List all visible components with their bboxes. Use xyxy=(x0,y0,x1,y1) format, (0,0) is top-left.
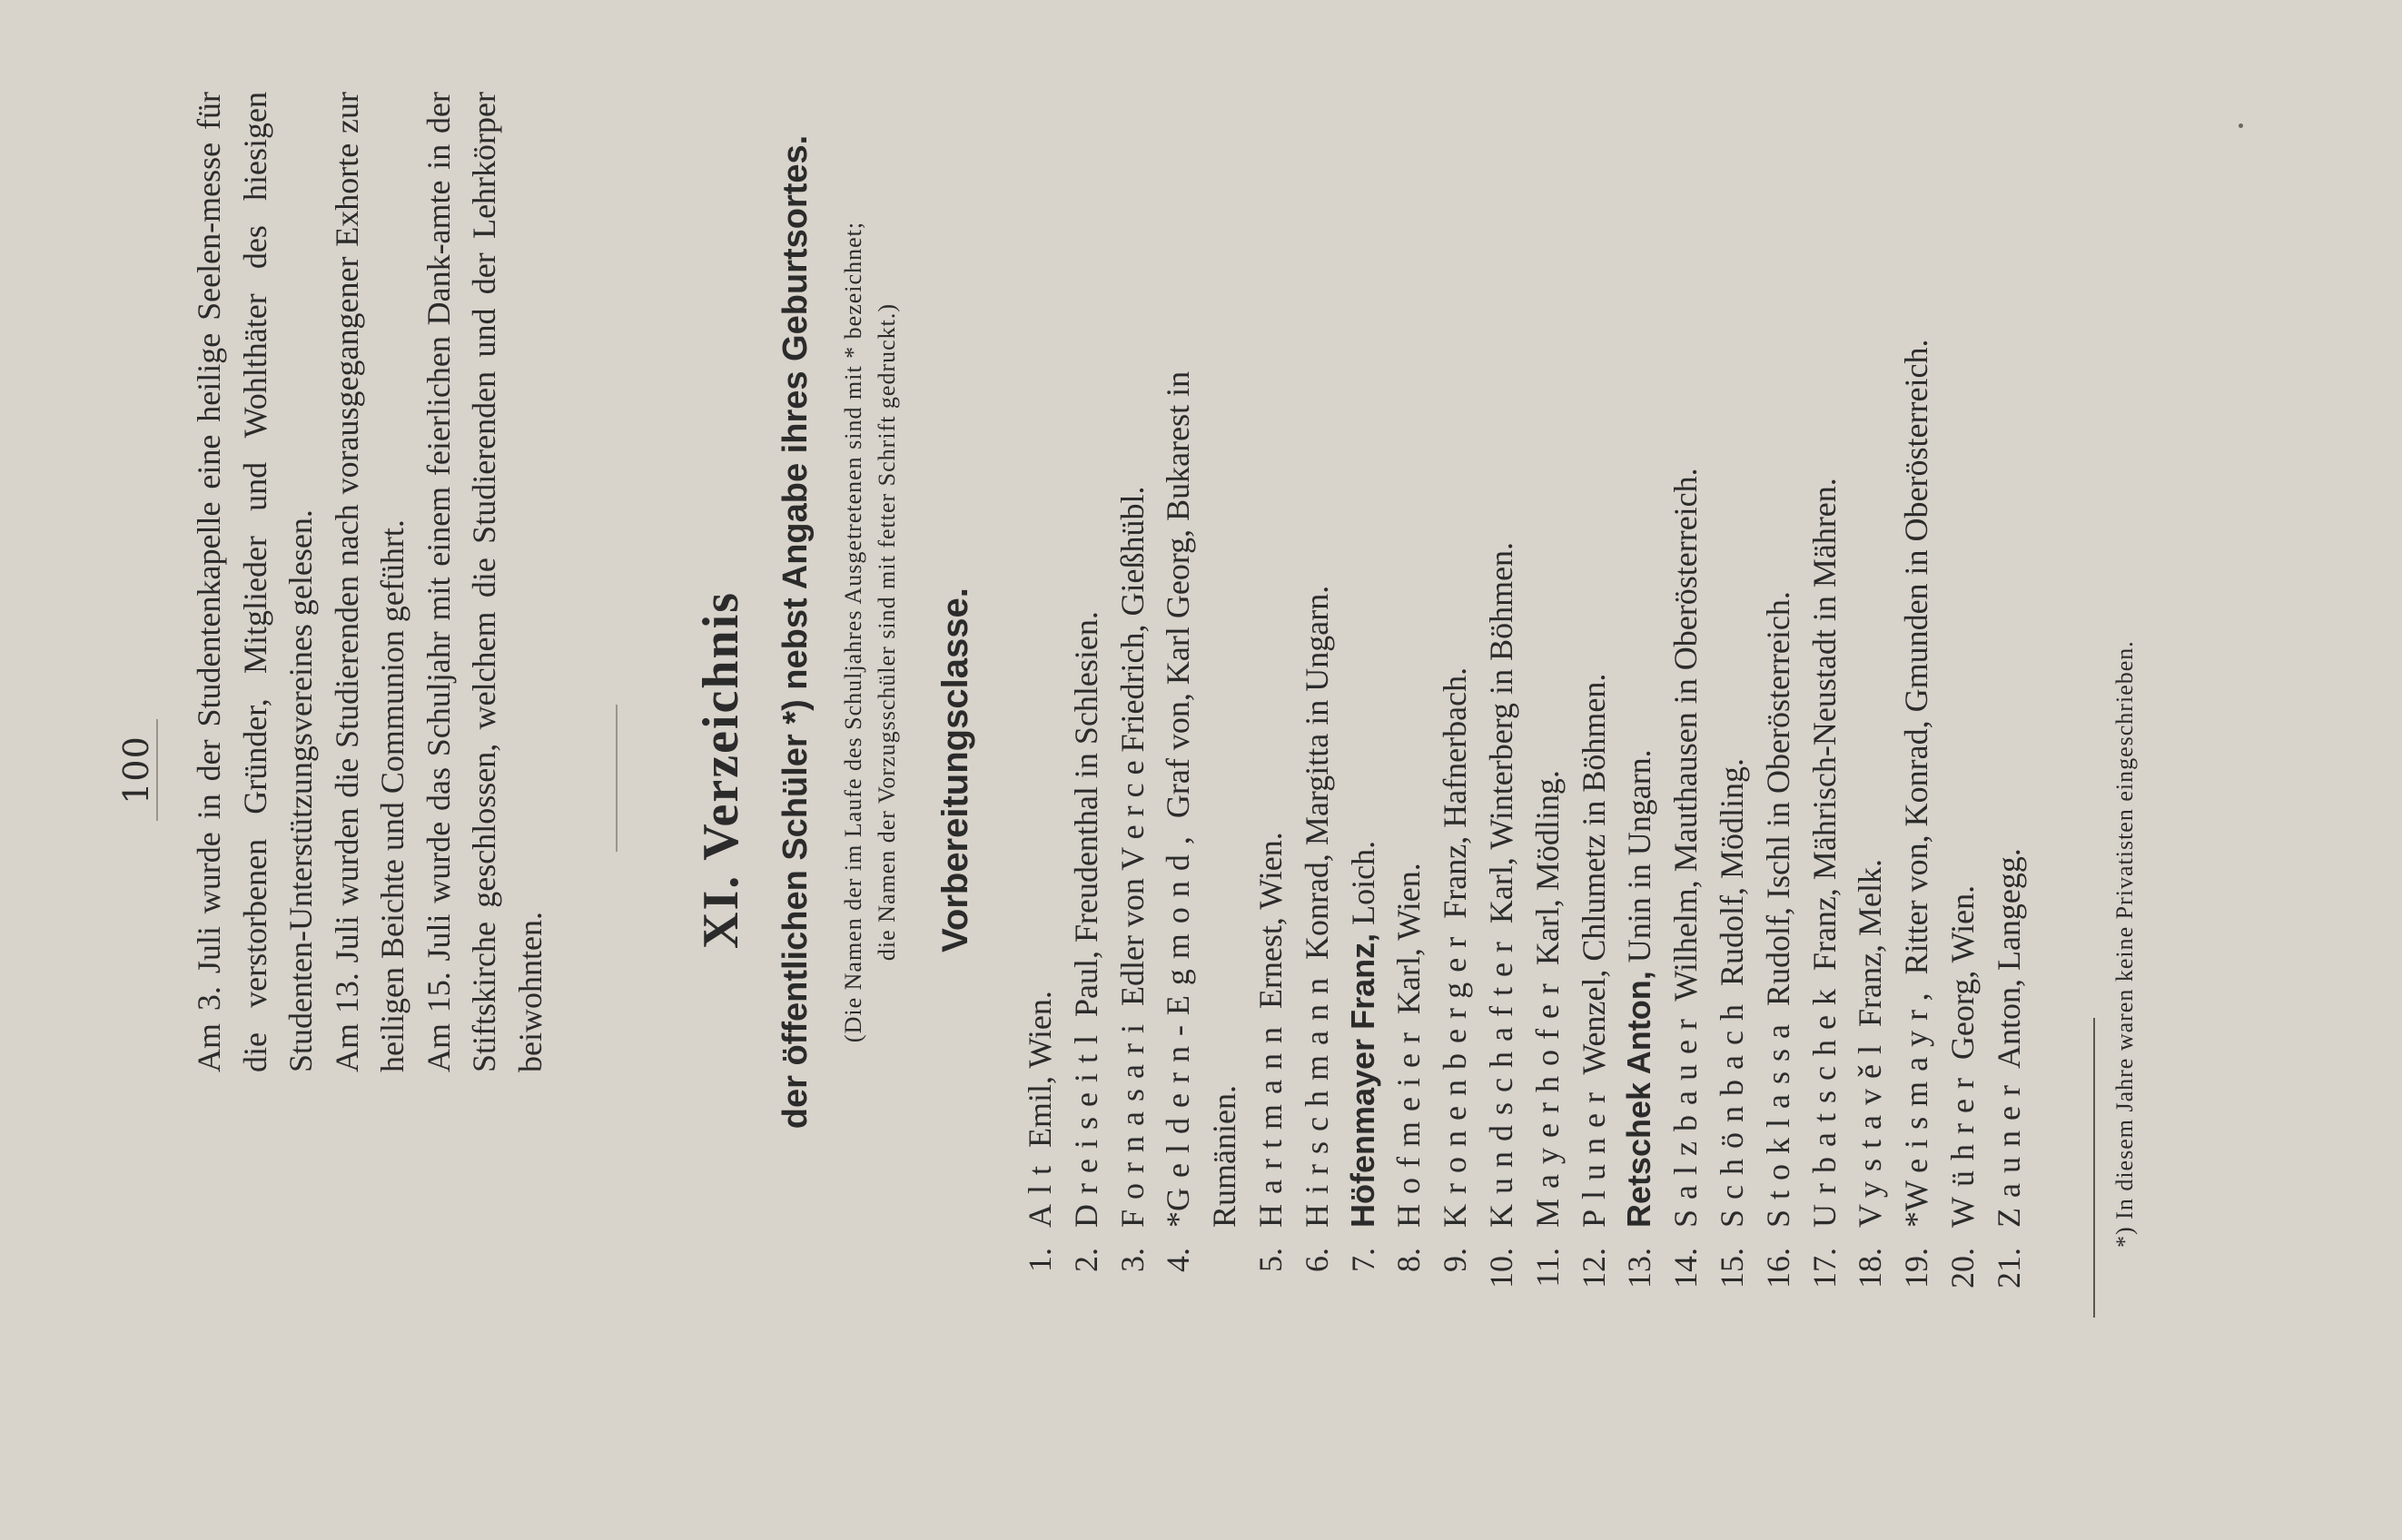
student-details: Karl, Mödling. xyxy=(1528,770,1566,974)
class-title: Vorbereitungsclasse. xyxy=(935,587,975,953)
student-row xyxy=(1432,60,1478,1331)
student-list xyxy=(1017,60,2032,1331)
student-number: 12. xyxy=(1575,1248,1612,1288)
student-row-continuation xyxy=(1201,60,1248,1331)
student-entry xyxy=(1432,60,1478,1228)
student-number: 21. xyxy=(1990,1248,2027,1288)
student-row xyxy=(1986,60,2032,1331)
student-details: Unin in Ungarn. xyxy=(1621,749,1658,972)
chapter-heading: XI. Verzeichnis xyxy=(693,591,749,949)
student-details: Karl, Wien. xyxy=(1390,863,1428,1023)
student-surname: Schönbach xyxy=(1713,994,1750,1228)
student-row xyxy=(1525,60,1571,1331)
student-details: Konrad, Margitta in Ungarn. xyxy=(1298,585,1335,969)
student-row xyxy=(1893,60,1940,1331)
withdrawn-mark: * xyxy=(1898,1211,1935,1228)
student-row xyxy=(1847,60,1893,1331)
student-surname: Alt xyxy=(1022,1155,1058,1228)
student-details: Graf von, Karl Georg, Bukarest in xyxy=(1160,370,1197,827)
student-number: 19. xyxy=(1898,1248,1935,1288)
student-details: Karl, Winterberg in Böhmen. xyxy=(1482,541,1519,933)
student-details: Ernest, Wien. xyxy=(1251,832,1289,1018)
student-entry xyxy=(1386,60,1432,1228)
student-number: 7. xyxy=(1344,1248,1381,1272)
student-number: 15. xyxy=(1713,1248,1750,1288)
student-row xyxy=(1017,60,1063,1331)
number-spacer xyxy=(1201,1228,1248,1331)
student-entry xyxy=(1571,60,1617,1228)
student-row xyxy=(1386,60,1432,1331)
student-number: 10. xyxy=(1482,1248,1519,1288)
footnote-rule xyxy=(2093,1018,2095,1318)
student-surname: Wührer xyxy=(1943,1068,1981,1228)
student-number: 16. xyxy=(1759,1248,1796,1288)
student-surname: Kundschafter xyxy=(1482,932,1519,1228)
student-entry xyxy=(1802,60,1848,1228)
section-divider xyxy=(616,705,618,852)
student-surname: Retschek Anton, xyxy=(1620,971,1658,1228)
student-number: 9. xyxy=(1437,1248,1474,1272)
student-number: 8. xyxy=(1390,1248,1428,1272)
student-surname: Fornasari xyxy=(1113,1014,1151,1228)
student-row xyxy=(1340,60,1387,1331)
student-number: 20. xyxy=(1943,1248,1981,1288)
note-line: die Namen der Vorzugsschüler sind mit fetter Schrift gedruckt.) xyxy=(874,302,900,962)
student-surname: Hirschmann xyxy=(1298,968,1335,1228)
student-details: Georg, Wien. xyxy=(1943,884,1981,1069)
student-details: Franz, Melk. xyxy=(1852,859,1889,1036)
page-number-rule xyxy=(156,719,158,821)
student-row xyxy=(1155,60,1201,1331)
student-entry xyxy=(1893,60,1940,1228)
student-surname: Geldern-Egmond, xyxy=(1160,826,1197,1211)
student-details: Edler von V e r c e Friedrich, Gießhübl. xyxy=(1113,486,1151,1015)
withdrawn-mark: * xyxy=(1160,1211,1197,1228)
student-surname: Stoklassa xyxy=(1759,1013,1796,1228)
student-row xyxy=(1294,60,1340,1331)
student-entry xyxy=(1709,60,1755,1228)
student-details: Emil, Wien. xyxy=(1022,991,1058,1156)
student-details: Wenzel, Chlumetz in Böhmen. xyxy=(1575,673,1612,1082)
student-number: 14. xyxy=(1667,1248,1705,1288)
footnote: *) In diesem Jahre waren keine Privatisten eingeschrieben. xyxy=(2111,640,2138,1248)
student-details: Loich. xyxy=(1344,840,1381,933)
student-details: Paul, Freudenthal in Schlesien. xyxy=(1067,611,1104,1026)
continuation-text: Rumänien. xyxy=(1206,1085,1243,1228)
student-surname: Höfenmayer Franz, xyxy=(1343,933,1381,1228)
student-entry xyxy=(1525,60,1571,1228)
student-entry xyxy=(1017,60,1063,1228)
student-row xyxy=(1802,60,1848,1331)
student-row xyxy=(1110,60,1156,1331)
student-details: Rudolf, Ischl in Oberösterreich. xyxy=(1759,591,1796,1014)
student-number: 1. xyxy=(1022,1248,1058,1272)
student-entry xyxy=(1663,60,1709,1228)
student-row xyxy=(1616,60,1663,1331)
student-row xyxy=(1755,60,1802,1331)
student-number: 18. xyxy=(1852,1248,1889,1288)
student-number: 4. xyxy=(1160,1248,1197,1272)
student-surname: Vystavěl xyxy=(1852,1035,1889,1228)
student-entry xyxy=(1986,60,2032,1228)
student-entry xyxy=(1478,60,1525,1228)
student-number: 17. xyxy=(1805,1248,1843,1288)
paper-speck xyxy=(2239,123,2243,128)
student-details: Ritter von, Konrad, Gmunden in Oberösterreich. xyxy=(1898,339,1935,983)
student-number: 11. xyxy=(1528,1248,1566,1288)
student-row xyxy=(1478,60,1525,1331)
student-number: 6. xyxy=(1298,1248,1335,1272)
student-details: Rudolf, Mödling. xyxy=(1713,758,1750,995)
student-surname: Weismayr, xyxy=(1898,982,1935,1211)
student-details: Franz, Hafnerbach. xyxy=(1437,666,1474,927)
paragraph: Am 3. Juli wurde in der Studentenkapelle eine heilige Seelen-messe für die verstorbenen Gründer, Mitglieder und Wohlthäter des hiesigen Studenten-Unterstützungsvereines gelesen. xyxy=(191,92,319,1072)
student-entry xyxy=(1340,60,1387,1228)
student-entry xyxy=(1940,60,1986,1228)
student-surname: Urbatschek xyxy=(1805,979,1843,1228)
student-row xyxy=(1571,60,1617,1331)
student-entry xyxy=(1155,60,1201,1228)
paragraph: Am 15. Juli wurde das Schuljahr mit einem feierlichen Dank-amte in der Stiftskirche geschlossen, welchem die Studierenden und der Lehrkörper beiwohnten. xyxy=(420,92,549,1072)
student-surname: Pluner xyxy=(1575,1082,1612,1228)
paragraph: Am 13. Juli wurden die Studierenden nach vorausgegangener Exhorte zur heiligen Beichte und Communion geführt. xyxy=(328,92,410,1072)
note-line: (Die Namen der im Laufe des Schuljahres Ausgetretenen sind mit * bezeichnet; xyxy=(840,221,866,1043)
student-surname: Zauner xyxy=(1990,1075,2027,1228)
student-entry xyxy=(1755,60,1802,1228)
student-number: 2. xyxy=(1067,1248,1104,1272)
student-surname: Hofmeier xyxy=(1390,1022,1428,1228)
student-surname: Mayerhofer xyxy=(1528,973,1566,1228)
student-number: 13. xyxy=(1621,1248,1658,1288)
student-details: Franz, Mährisch-Neustadt in Mähren. xyxy=(1805,478,1843,980)
student-surname: Salzbauer xyxy=(1667,1009,1705,1228)
student-entry xyxy=(1847,60,1893,1228)
student-number: 3. xyxy=(1113,1248,1151,1272)
report-paragraphs xyxy=(186,92,553,1072)
student-row xyxy=(1063,60,1110,1331)
student-surname: Dreiseitl xyxy=(1067,1025,1104,1228)
student-number: 5. xyxy=(1251,1248,1289,1272)
student-entry xyxy=(1248,60,1294,1228)
student-entry xyxy=(1616,60,1663,1228)
student-entry xyxy=(1063,60,1110,1228)
student-row xyxy=(1709,60,1755,1331)
student-entry xyxy=(1294,60,1340,1228)
student-row xyxy=(1663,60,1709,1331)
student-surname: Kronenberger xyxy=(1437,926,1474,1228)
chapter-subheading: der öffentlichen Schüler *) nebst Angabe ihres Geburtsortes. xyxy=(776,134,815,1130)
student-row xyxy=(1248,60,1294,1331)
student-details: Anton, Langegg. xyxy=(1990,848,2027,1076)
student-entry xyxy=(1110,60,1156,1228)
student-surname: Hartmann xyxy=(1251,1017,1289,1228)
student-details: Wilhelm, Mauthausen in Oberösterreich. xyxy=(1667,468,1705,1010)
student-row xyxy=(1940,60,1986,1331)
page-number: 100 xyxy=(116,735,156,805)
